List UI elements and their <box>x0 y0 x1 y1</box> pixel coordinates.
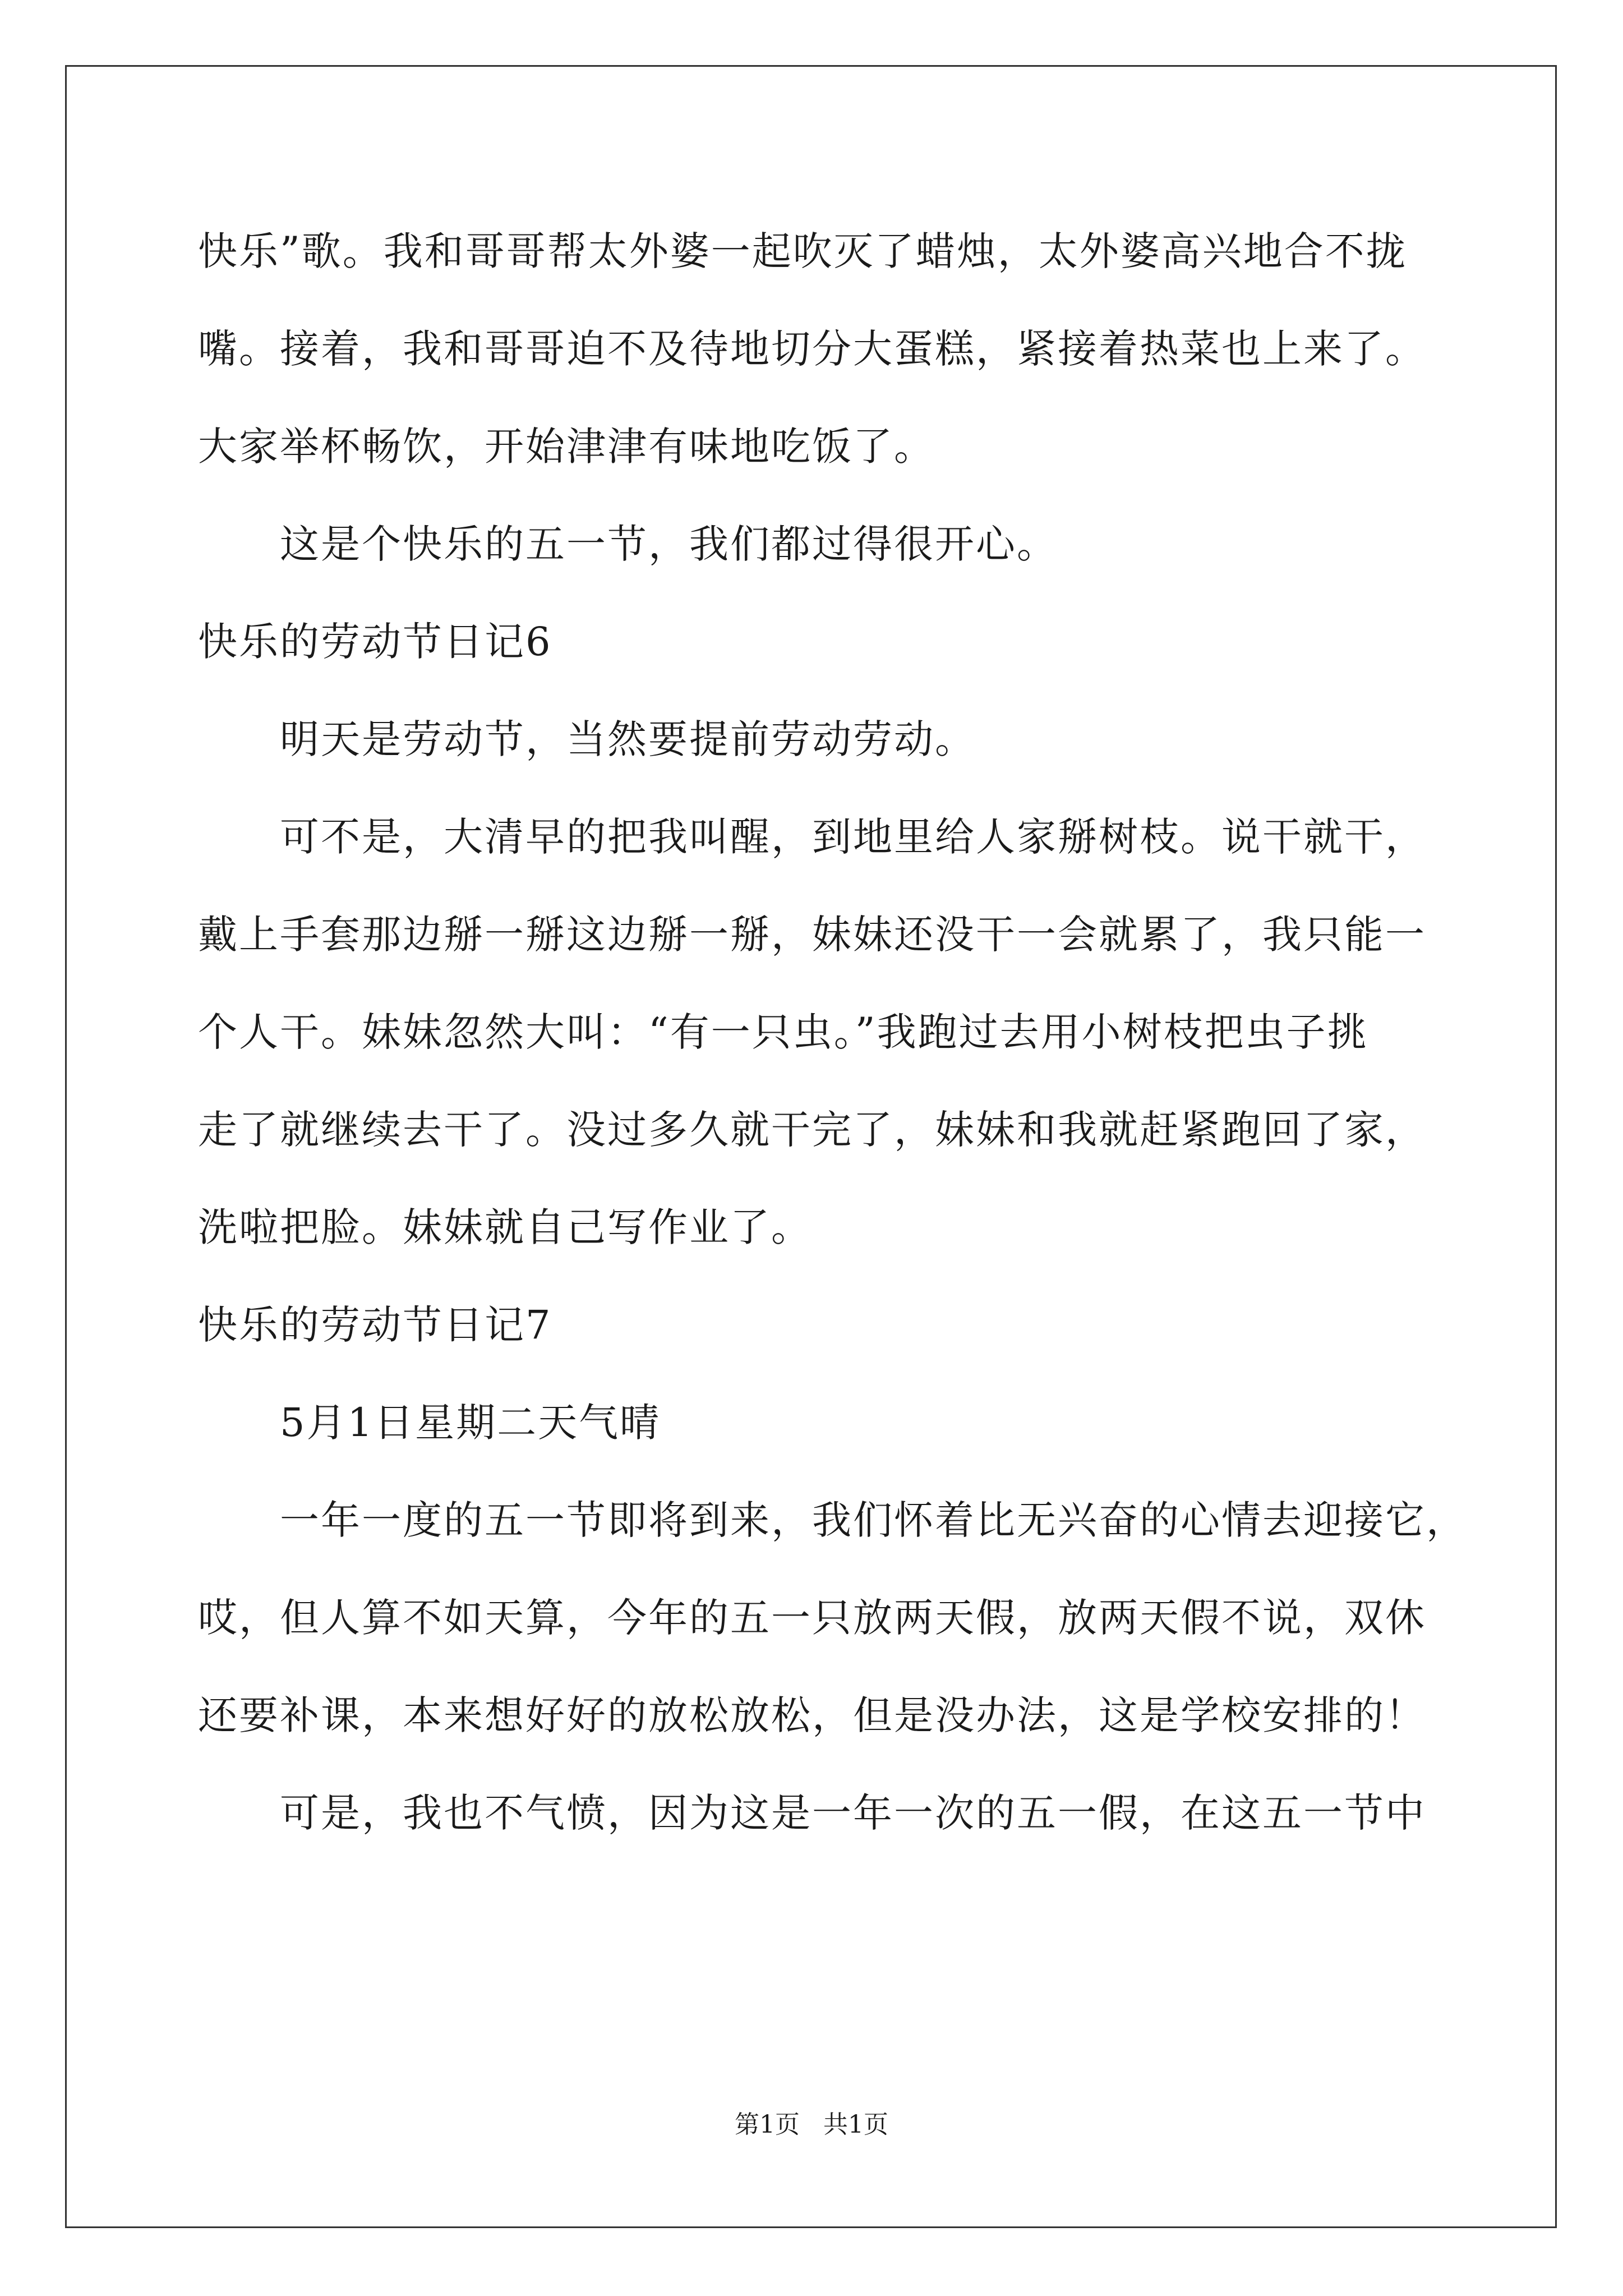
body-line: 这是个快乐的五一节，我们都过得很开心。 <box>280 521 1058 567</box>
page-footer: 第1页 共1页 <box>735 2110 888 2139</box>
body-line: 明天是劳动节，当然要提前劳动劳动。 <box>280 716 976 762</box>
section-heading: 快乐的劳动节日记7 <box>198 1302 552 1348</box>
body-line: 嘴。接着，我和哥哥迫不及待地切分大蛋糕，紧接着热菜也上来了。 <box>198 326 1426 372</box>
body-line: 个人干。妹妹忽然大叫：“有一只虫。”我跑过去用小树枝把虫子挑 <box>198 1009 1368 1055</box>
body-line: 哎，但人算不如天算，今年的五一只放两天假，放两天假不说，双休 <box>198 1595 1426 1641</box>
body-line: 还要补课，本来想好好的放松放松，但是没办法，这是学校安排的！ <box>198 1692 1426 1738</box>
body-line: 一年一度的五一节即将到来，我们怀着比无兴奋的心情去迎接它， <box>280 1497 1467 1543</box>
section-heading: 快乐的劳动节日记6 <box>198 619 552 665</box>
body-line: 快乐”歌。我和哥哥帮太外婆一起吹灭了蜡烛，太外婆高兴地合不拢 <box>198 228 1407 274</box>
body-line: 大家举杯畅饮，开始津津有味地吃饭了。 <box>198 424 935 470</box>
body-line: 洗啦把脸。妹妹就自己写作业了。 <box>198 1204 812 1250</box>
body-line: 走了就继续去干了。没过多久就干完了，妹妹和我就赶紧跑回了家， <box>198 1107 1426 1153</box>
body-line: 戴上手套那边掰一掰这边掰一掰，妹妹还没干一会就累了，我只能一 <box>198 912 1426 958</box>
date-line: 5月1日星期二天气晴 <box>280 1400 661 1446</box>
body-line: 可是，我也不气愤，因为这是一年一次的五一假，在这五一节中 <box>280 1790 1426 1836</box>
body-line: 可不是，大清早的把我叫醒，到地里给人家掰树枝。说干就干， <box>280 814 1426 860</box>
